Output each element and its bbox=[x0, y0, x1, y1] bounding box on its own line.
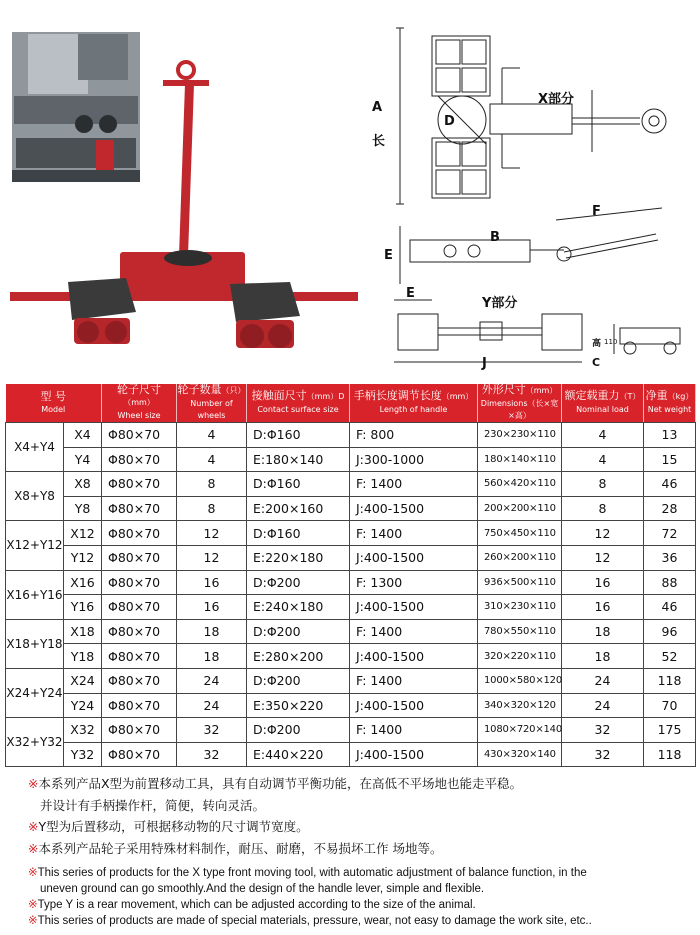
dimensions-cell: 750×450×110 bbox=[478, 521, 562, 546]
nominal-load-cell: 12 bbox=[562, 545, 644, 570]
label-e-side: E bbox=[384, 248, 393, 263]
sub-model-cell: Y8 bbox=[64, 496, 102, 521]
wheel-count-cell: 32 bbox=[177, 718, 247, 743]
label-x-part: X部分 bbox=[538, 92, 575, 107]
wheel-count-cell: 16 bbox=[177, 595, 247, 620]
machine-inset-image bbox=[12, 32, 140, 182]
net-weight-cell: 96 bbox=[644, 619, 696, 644]
contact-size-cell: D:Φ160 bbox=[247, 521, 350, 546]
header-net-weight: 净重（kg） Net weight bbox=[644, 384, 696, 423]
handle-bar bbox=[163, 62, 209, 260]
nominal-load-cell: 18 bbox=[562, 619, 644, 644]
header-wheel-count: 轮子数量（只） Number of wheels bbox=[177, 384, 247, 423]
handle-length-cell: F: 1400 bbox=[350, 521, 478, 546]
note-en-1: ※This series of products for the X type front moving tool, with automatic adjustment of balance function, in the bbox=[28, 867, 587, 879]
wheel-size-cell: Φ80×70 bbox=[102, 570, 177, 595]
wheel-count-cell: 12 bbox=[177, 521, 247, 546]
label-e-top: E bbox=[406, 286, 415, 301]
wheel-size-cell: Φ80×70 bbox=[102, 619, 177, 644]
dimensions-cell: 200×200×110 bbox=[478, 496, 562, 521]
dimensions-cell: 780×550×110 bbox=[478, 619, 562, 644]
nominal-load-cell: 12 bbox=[562, 521, 644, 546]
wheel-count-cell: 18 bbox=[177, 644, 247, 669]
sub-model-cell: X24 bbox=[64, 668, 102, 693]
table-row bbox=[6, 693, 696, 718]
header-handle-length: 手柄长度调节长度（mm） Length of handle bbox=[350, 384, 478, 423]
contact-size-cell: D:Φ160 bbox=[247, 472, 350, 497]
net-weight-cell: 118 bbox=[644, 742, 696, 767]
header-model: 型 号 Model bbox=[6, 384, 102, 423]
header-dimensions: 外形尺寸（mm） Dimensions（长×宽×高） bbox=[478, 384, 562, 423]
dimensions-cell: 430×320×140 bbox=[478, 742, 562, 767]
wheel-count-cell: 24 bbox=[177, 668, 247, 693]
label-height: 高 bbox=[592, 339, 602, 349]
table-header-row bbox=[6, 384, 696, 423]
connecting-rod bbox=[10, 292, 358, 301]
contact-size-cell: E:180×140 bbox=[247, 447, 350, 472]
table-row bbox=[6, 423, 696, 448]
table-row bbox=[6, 447, 696, 472]
dimensions-cell: 340×320×120 bbox=[478, 693, 562, 718]
table-row bbox=[6, 644, 696, 669]
sub-model-cell: X18 bbox=[64, 619, 102, 644]
net-weight-cell: 36 bbox=[644, 545, 696, 570]
wheel-count-cell: 32 bbox=[177, 742, 247, 767]
contact-size-cell: D:Φ160 bbox=[247, 423, 350, 448]
contact-size-cell: E:280×200 bbox=[247, 644, 350, 669]
nominal-load-cell: 4 bbox=[562, 447, 644, 472]
nominal-load-cell: 24 bbox=[562, 668, 644, 693]
wheel-size-cell: Φ80×70 bbox=[102, 742, 177, 767]
handle-length-cell: F: 1400 bbox=[350, 718, 478, 743]
table-row bbox=[6, 570, 696, 595]
drawing-lines bbox=[370, 8, 695, 378]
table-row bbox=[6, 668, 696, 693]
net-weight-cell: 46 bbox=[644, 595, 696, 620]
handle-length-cell: F: 800 bbox=[350, 423, 478, 448]
label-c: C bbox=[592, 356, 601, 369]
wheel-count-cell: 8 bbox=[177, 472, 247, 497]
table-row bbox=[6, 496, 696, 521]
spec-table bbox=[5, 384, 696, 767]
wheel-size-cell: Φ80×70 bbox=[102, 718, 177, 743]
label-length: 长 bbox=[372, 134, 386, 149]
dimensions-cell: 180×140×110 bbox=[478, 447, 562, 472]
contact-size-cell: E:240×180 bbox=[247, 595, 350, 620]
contact-size-cell: E:440×220 bbox=[247, 742, 350, 767]
nominal-load-cell: 18 bbox=[562, 644, 644, 669]
dimensions-cell: 1080×720×140 bbox=[478, 718, 562, 743]
note-cn-2: ※Y型为后置移动，可根据移动物的尺寸调节宽度。 bbox=[28, 819, 309, 834]
wheel-size-cell: Φ80×70 bbox=[102, 496, 177, 521]
dimensions-cell: 260×200×110 bbox=[478, 545, 562, 570]
wheel-size-cell: Φ80×70 bbox=[102, 521, 177, 546]
handle-length-cell: F: 1400 bbox=[350, 668, 478, 693]
figure-area bbox=[0, 0, 700, 380]
label-d: D bbox=[444, 114, 455, 129]
nominal-load-cell: 4 bbox=[562, 423, 644, 448]
sub-model-cell: Y32 bbox=[64, 742, 102, 767]
net-weight-cell: 52 bbox=[644, 644, 696, 669]
dimensions-cell: 1000×580×120 bbox=[478, 668, 562, 693]
y-mover-right bbox=[230, 282, 300, 348]
sub-model-cell: X4 bbox=[64, 423, 102, 448]
model-group-cell: X24+Y24 bbox=[6, 668, 64, 717]
dimensions-cell: 560×420×110 bbox=[478, 472, 562, 497]
label-f: F bbox=[592, 204, 601, 219]
net-weight-cell: 13 bbox=[644, 423, 696, 448]
wheel-size-cell: Φ80×70 bbox=[102, 472, 177, 497]
contact-size-cell: E:350×220 bbox=[247, 693, 350, 718]
dimensions-cell: 320×220×110 bbox=[478, 644, 562, 669]
wheel-count-cell: 18 bbox=[177, 619, 247, 644]
sub-model-cell: X16 bbox=[64, 570, 102, 595]
handle-length-cell: J:400-1500 bbox=[350, 545, 478, 570]
note-cn-3: ※本系列产品轮子采用特殊材料制作，耐压、耐磨，不易损坏工作 场地等。 bbox=[28, 840, 443, 856]
model-group-cell: X4+Y4 bbox=[6, 423, 64, 472]
model-group-cell: X12+Y12 bbox=[6, 521, 64, 570]
wheel-size-cell: Φ80×70 bbox=[102, 693, 177, 718]
label-a: A bbox=[372, 100, 383, 115]
wheel-count-cell: 12 bbox=[177, 545, 247, 570]
contact-size-cell: E:220×180 bbox=[247, 545, 350, 570]
net-weight-cell: 88 bbox=[644, 570, 696, 595]
wheel-size-cell: Φ80×70 bbox=[102, 668, 177, 693]
table-row bbox=[6, 521, 696, 546]
net-weight-cell: 28 bbox=[644, 496, 696, 521]
net-weight-cell: 72 bbox=[644, 521, 696, 546]
sub-model-cell: Y24 bbox=[64, 693, 102, 718]
net-weight-cell: 46 bbox=[644, 472, 696, 497]
wheel-count-cell: 4 bbox=[177, 447, 247, 472]
nominal-load-cell: 16 bbox=[562, 570, 644, 595]
notes-section bbox=[28, 773, 693, 929]
net-weight-cell: 175 bbox=[644, 718, 696, 743]
contact-size-cell: D:Φ200 bbox=[247, 619, 350, 644]
handle-length-cell: F: 1400 bbox=[350, 619, 478, 644]
wheel-size-cell: Φ80×70 bbox=[102, 644, 177, 669]
wheel-count-cell: 8 bbox=[177, 496, 247, 521]
header-wheel-size: 轮子尺寸（mm） Wheel size bbox=[102, 384, 177, 423]
handle-length-cell: J:400-1500 bbox=[350, 742, 478, 767]
nominal-load-cell: 8 bbox=[562, 472, 644, 497]
model-group-cell: X16+Y16 bbox=[6, 570, 64, 619]
nominal-load-cell: 32 bbox=[562, 742, 644, 767]
dimensions-cell: 230×230×110 bbox=[478, 423, 562, 448]
dimensions-cell: 310×230×110 bbox=[478, 595, 562, 620]
note-en-2: ※Type Y is a rear movement, which can be adjusted according to the size of the animal. bbox=[28, 899, 476, 911]
model-group-cell: X32+Y32 bbox=[6, 718, 64, 767]
model-group-cell: X18+Y18 bbox=[6, 619, 64, 668]
nominal-load-cell: 24 bbox=[562, 693, 644, 718]
wheel-size-cell: Φ80×70 bbox=[102, 447, 177, 472]
sub-model-cell: X12 bbox=[64, 521, 102, 546]
wheel-size-cell: Φ80×70 bbox=[102, 423, 177, 448]
handle-length-cell: J:400-1500 bbox=[350, 644, 478, 669]
table-row bbox=[6, 472, 696, 497]
table-row bbox=[6, 718, 696, 743]
net-weight-cell: 15 bbox=[644, 447, 696, 472]
table-row bbox=[6, 595, 696, 620]
sub-model-cell: X8 bbox=[64, 472, 102, 497]
spec-table-body bbox=[6, 423, 696, 767]
model-group-cell: X8+Y8 bbox=[6, 472, 64, 521]
sub-model-cell: Y4 bbox=[64, 447, 102, 472]
net-weight-cell: 70 bbox=[644, 693, 696, 718]
nominal-load-cell: 8 bbox=[562, 496, 644, 521]
wheel-count-cell: 4 bbox=[177, 423, 247, 448]
dimensions-cell: 936×500×110 bbox=[478, 570, 562, 595]
wheel-size-cell: Φ80×70 bbox=[102, 545, 177, 570]
label-y-part: Y部分 bbox=[482, 296, 518, 311]
contact-size-cell: D:Φ200 bbox=[247, 668, 350, 693]
table-row bbox=[6, 545, 696, 570]
label-height-value: 110 bbox=[604, 338, 618, 346]
sub-model-cell: X32 bbox=[64, 718, 102, 743]
nominal-load-cell: 32 bbox=[562, 718, 644, 743]
handle-length-cell: J:400-1500 bbox=[350, 595, 478, 620]
table-row bbox=[6, 619, 696, 644]
handle-length-cell: F: 1300 bbox=[350, 570, 478, 595]
handle-length-cell: F: 1400 bbox=[350, 472, 478, 497]
handle-length-cell: J:400-1500 bbox=[350, 693, 478, 718]
note-cn-1: ※本系列产品X型为前置移动工具，具有自动调节平衡功能，在高低不平场地也能走平稳。 bbox=[28, 776, 523, 791]
handle-length-cell: J:400-1500 bbox=[350, 496, 478, 521]
contact-size-cell: D:Φ200 bbox=[247, 718, 350, 743]
wheel-count-cell: 24 bbox=[177, 693, 247, 718]
wheel-count-cell: 16 bbox=[177, 570, 247, 595]
sub-model-cell: Y18 bbox=[64, 644, 102, 669]
contact-size-cell: E:200×160 bbox=[247, 496, 350, 521]
label-j: J bbox=[482, 356, 487, 371]
handle-length-cell: J:300-1000 bbox=[350, 447, 478, 472]
header-contact-size: 接触面尺寸（mm）D Contact surface size bbox=[247, 384, 350, 423]
nominal-load-cell: 16 bbox=[562, 595, 644, 620]
y-mover-left bbox=[68, 278, 136, 344]
contact-size-cell: D:Φ200 bbox=[247, 570, 350, 595]
wheel-size-cell: Φ80×70 bbox=[102, 595, 177, 620]
product-photo bbox=[8, 20, 360, 360]
note-en-3: ※This series of products are made of special materials, pressure, wear, not easy to damage the work site, etc.. bbox=[28, 915, 592, 927]
table-row bbox=[6, 742, 696, 767]
net-weight-cell: 118 bbox=[644, 668, 696, 693]
sub-model-cell: Y16 bbox=[64, 595, 102, 620]
header-nominal-load: 额定载重力（T） Nominal load bbox=[562, 384, 644, 423]
note-en-1-continued: uneven ground can go smoothly.And the design of the handle lever, simple and flexible. bbox=[40, 883, 485, 895]
note-cn-1-continued: 并设计有手柄操作杆，简便，转向灵活。 bbox=[40, 797, 266, 813]
label-b: B bbox=[490, 230, 500, 245]
sub-model-cell: Y12 bbox=[64, 545, 102, 570]
technical-drawing bbox=[370, 8, 695, 378]
